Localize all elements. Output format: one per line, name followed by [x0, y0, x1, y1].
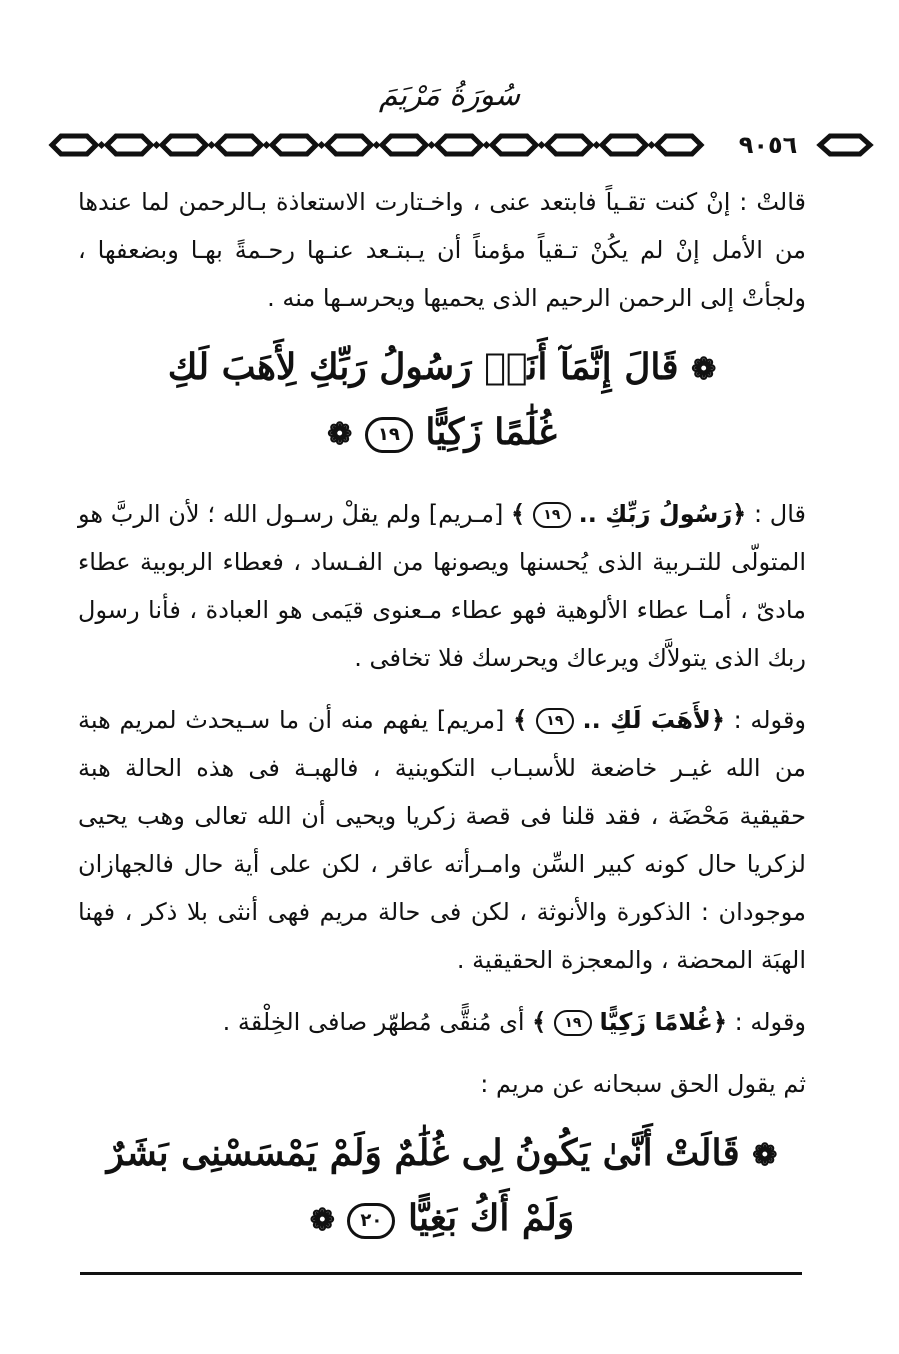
- chain-link: [382, 136, 426, 154]
- verse-19-text-1: قَالَ إِنَّمَآ أَنَا۠ رَسُولُ رَبِّكِ لِأَهَبَ لَكِ: [167, 346, 679, 388]
- para-3-quote-close: ﴾: [513, 706, 528, 734]
- para-4-lead: وقوله :: [727, 1008, 806, 1036]
- para-3-lead: وقوله :: [724, 706, 807, 734]
- decorative-border: [48, 130, 828, 160]
- paragraph-1: قالتْ : إنْ كنت تقـياً فابتعد عنى ، واخـتارت الاستعاذة بـالرحمن لما عندها من الأمل إنْ لم يكُنْ تـقياً مؤمناً أن يـبتـعد عنـها رحـمةً بهـا وبضعفها ، ولجأتْ إلى الرحمن الرحيم الذى يحميها ويحرسـها منه .: [78, 188, 806, 312]
- verse-20-line-1: [78, 1122, 806, 1187]
- verse-number-badge: ١٩: [365, 417, 413, 453]
- para-3-quote-open: ﴿: [710, 706, 725, 734]
- verse-end-ornament-icon: ❁: [327, 417, 353, 452]
- chain-link: [107, 136, 151, 154]
- verse-20-block: [78, 1122, 806, 1252]
- verse-start-ornament-icon: ❁: [752, 1138, 778, 1173]
- chain-link: [52, 136, 96, 154]
- surah-title: سُورَةُ مَرْيَمَ: [378, 78, 521, 113]
- chain-link: [437, 136, 481, 154]
- para-4-quote-close: ﴾: [532, 1008, 547, 1036]
- para-2-verse-number: ١٩: [533, 502, 571, 528]
- chain-link: [217, 136, 261, 154]
- chain-ornament: [48, 130, 713, 160]
- verse-20-line-2: [78, 1187, 806, 1252]
- verse-end-ornament-icon: ❁: [309, 1203, 335, 1238]
- chain-link: [602, 136, 646, 154]
- para-2-lead: قال :: [746, 500, 806, 528]
- chain-link: [547, 136, 591, 154]
- para-4-rest: أى مُنقًّى مُطهّر صافى الخِلْقة .: [222, 1008, 533, 1036]
- chain-link: [327, 136, 371, 154]
- para-3-quote: لأَهَبَ لَكِ ..: [582, 706, 711, 734]
- paragraph-2: [78, 490, 806, 682]
- para-4-quote: غُلامًا زَكِيًّا: [599, 1008, 713, 1036]
- para-3-verse-number: ١٩: [536, 708, 574, 734]
- verse-start-ornament-icon: ❁: [691, 352, 717, 387]
- para-2-quote: رَسُولُ رَبِّكِ ..: [578, 500, 733, 528]
- footer-rule: [80, 1272, 802, 1275]
- para-4-verse-number: ١٩: [554, 1010, 592, 1036]
- chain-link: [492, 136, 536, 154]
- verse-19-text-2: غُلَٰمًا زَكِيًّا: [425, 411, 557, 453]
- para-2-quote-open: ﴿: [732, 500, 747, 528]
- para-4-quote-open: ﴿: [712, 1008, 728, 1036]
- page-number: ٩٠٥٦: [738, 131, 798, 159]
- chain-link: [272, 136, 316, 154]
- verse-19-line-2: [78, 401, 806, 466]
- para-2-quote-close: ﴾: [511, 500, 526, 528]
- paragraph-5: ثم يقول الحق سبحانه عن مريم :: [480, 1070, 806, 1098]
- chain-link: [162, 136, 206, 154]
- para-2-rest: [مـريم] ولم يقلْ رسـول الله ؛ لأن الربَّ هو المتولّى للتـربية الذى يُحسنها ويصونها من الفـساد ، فعطاء الربوبية عطاء مادىّ ، أمـا عطاء الألوهية فهو عطاء مـعنوى قيَمى هو العبادة ، فأنا رسول ربك الذى يتولاَّك ويرعاك ويحرسك فلا تخافى .: [78, 500, 806, 672]
- page-content: [78, 178, 806, 1276]
- para-3-rest: [مريم] يفهم منه أن ما سـيحدث لمريم هبة من الله غيـر خاضعة للأسبـاب التكوينية ، فالهبـة فى هذه الحالة هبة حقيقية مَحْضَة ، فقد قلنا فى قصة زكريا ويحيى أن الله تعالى وهب يحيى لزكريا حال كونه كبير السِّن وامـرأته عاقر ، لكن على أية حال فالجهازان موجودان : الذكورة والأنوثة ، لكن فى حالة مريم فهى أنثى بلا ذكر ، فهنا الهبَة المحضة ، والمعجزة الحقيقية .: [78, 706, 806, 974]
- paragraph-3: [78, 696, 806, 984]
- verse-19-block: [78, 336, 806, 466]
- verse-20-text-1: قَالَتْ أَنَّىٰ يَكُونُ لِى غُلَٰمٌ وَلَمْ يَمْسَسْنِى بَشَرٌ: [106, 1132, 740, 1174]
- paragraph-4: [78, 998, 806, 1046]
- verse-20-text-2: وَلَمْ أَكُ بَغِيًّا: [407, 1197, 575, 1239]
- chain-end-cap: [816, 130, 874, 160]
- verse-19-line-1: [78, 336, 806, 401]
- chain-link: [657, 136, 701, 154]
- verse-number-badge: ٢٠: [347, 1203, 395, 1239]
